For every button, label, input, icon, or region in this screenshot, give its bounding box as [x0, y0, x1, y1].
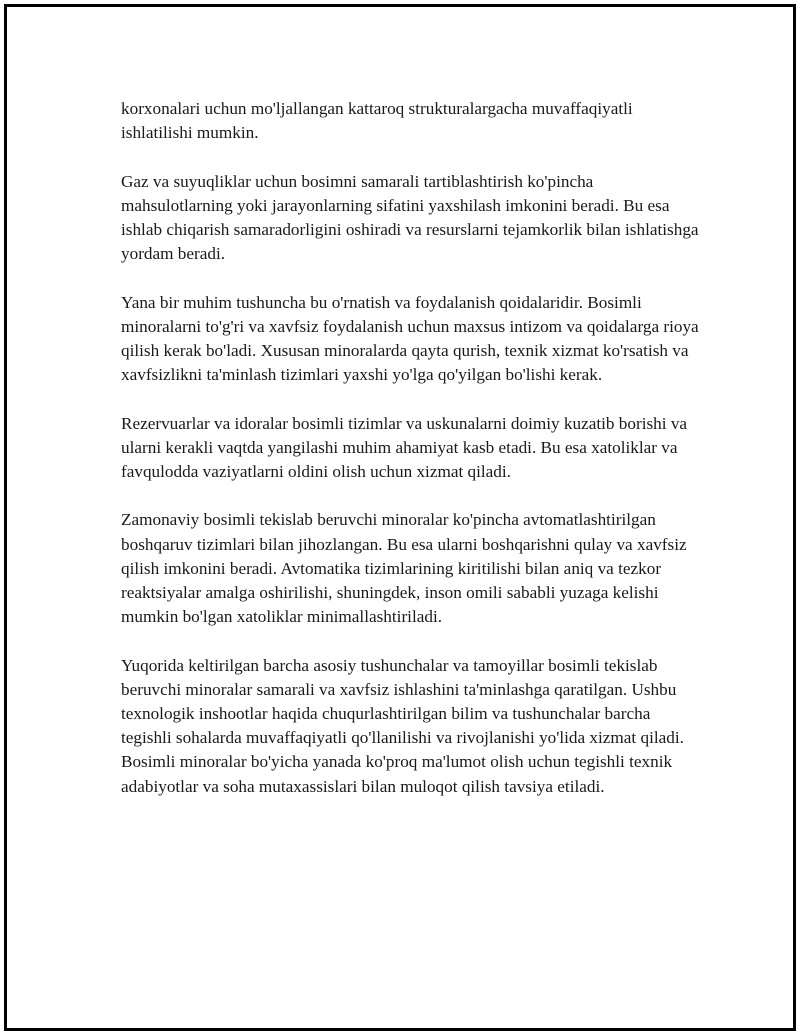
paragraph-3: Yana bir muhim tushuncha bu o'rnatish va foydalanish qoidalaridir. Bosimli minoralarni to'g'ri va xavfsiz foydalanish uchun maxsus intizom va qoidalarga rioya qilish kerak bo'ladi. Xususan minoralarda qayta qurish, texnik xizmat ko'rsatish va xavfsizlikni ta'minlash tizimlari yaxshi yo'lga qo'yilgan bo'lishi kerak. — [121, 292, 699, 385]
paragraph-6: Yuqorida keltirilgan barcha asosiy tushunchalar va tamoyillar bosimli tekislab beruvchi minoralar samarali va xavfsiz ishlashini ta'minlashga qaratilgan. Ushbu texnologik inshootlar haqida chuqurlashtirilgan bilim va tushunchalar barcha tegishli sohalarda muvaffaqiyatli qo'llanilishi va rivojlanishi yo'lida xizmat qiladi. Bosimli minoralar bo'yicha yanada ko'proq ma'lumot olish uchun tegishli texnik adabiyotlar va soha mutaxassislari bilan muloqot qilish tavsiya etiladi. — [121, 655, 684, 796]
page-border — [4, 4, 796, 1031]
paragraph-4: Rezervuarlar va idoralar bosimli tizimlar va uskunalarni doimiy kuzatib borishi va ularni kerakli vaqtda yangilashi muhim ahamiyat kasb etadi. Bu esa xatoliklar va favqulodda vaziyatlarni oldini olish uchun xizmat qiladi. — [121, 413, 688, 481]
paragraph-5: Zamonaviy bosimli tekislab beruvchi minoralar ko'pincha avtomatlashtirilgan boshqaruv tizimlari bilan jihozlangan. Bu esa ularni boshqarishni qulay va xavfsiz qilish imkonini beradi. Avtomatika tizimlarining kiritilishi bilan aniq va tezkor reaktsiyalar amalga oshirilishi, shuningdek, inson omili sababli yuzaga kelishi mumkin bo'lgan xatoliklar minimallashtiriladi. — [121, 510, 687, 627]
paragraph-2: Gaz va suyuqliklar uchun bosimni samarali tartiblashtirish ko'pincha mahsulotlarning yoki jarayonlarning sifatini yaxshilash imkonini beradi. Bu esa ishlab chiqarish samaradorligini oshiradi va resurslarni tejamkorlik bilan ishlatishga yordam beradi. — [121, 171, 699, 264]
paragraph-1: korxonalari uchun mo'ljallangan kattaroq strukturalargacha muvaffaqiyatli ishlatilishi mumkin. — [121, 99, 633, 143]
document-body — [121, 97, 701, 799]
